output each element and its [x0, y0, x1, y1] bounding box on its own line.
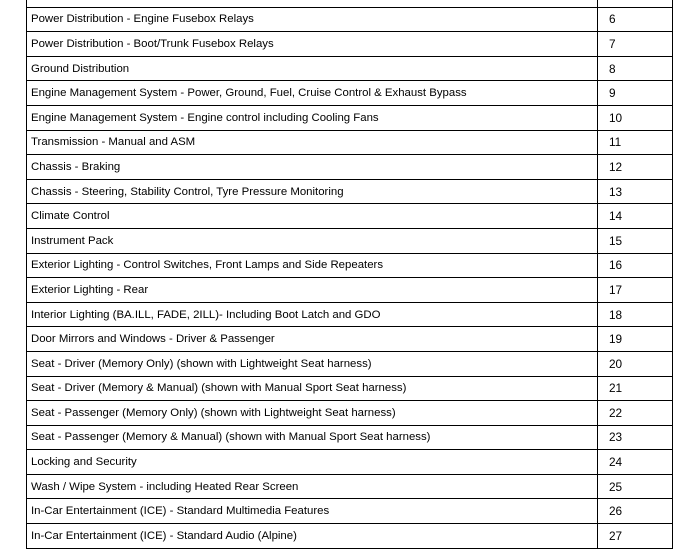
section-title: Seat - Passenger (Memory & Manual) (shown with Manual Sport Seat harness) — [27, 425, 598, 450]
section-title: Engine Management System - Engine control including Cooling Fans — [27, 105, 598, 130]
table-row — [27, 130, 673, 155]
page-number: 22 — [598, 401, 673, 426]
contents-table — [26, 0, 673, 549]
table-row — [27, 204, 673, 229]
section-title: Door Mirrors and Windows - Driver & Passenger — [27, 327, 598, 352]
page-number: 24 — [598, 450, 673, 475]
page-number: 26 — [598, 499, 673, 524]
table-row — [27, 228, 673, 253]
page-number: 12 — [598, 155, 673, 180]
section-title: Climate Control — [27, 204, 598, 229]
section-title: Exterior Lighting - Rear — [27, 278, 598, 303]
section-title: Seat - Passenger (Memory Only) (shown with Lightweight Seat harness) — [27, 401, 598, 426]
table-row — [27, 155, 673, 180]
section-title: Exterior Lighting - Control Switches, Front Lamps and Side Repeaters — [27, 253, 598, 278]
table-row — [27, 474, 673, 499]
section-title: In-Car Entertainment (ICE) - Standard Audio (Alpine) — [27, 524, 598, 549]
table-row — [27, 179, 673, 204]
page-number: 27 — [598, 524, 673, 549]
page-number: 21 — [598, 376, 673, 401]
section-title: Wash / Wipe System - including Heated Rear Screen — [27, 474, 598, 499]
page-number: 13 — [598, 179, 673, 204]
page-number: 6 — [598, 7, 673, 32]
table-row — [27, 0, 673, 7]
table-row — [27, 524, 673, 549]
table-row — [27, 401, 673, 426]
section-title: Ground Distribution — [27, 56, 598, 81]
page-number: 20 — [598, 351, 673, 376]
section-title: Instrument Pack — [27, 228, 598, 253]
table-row — [27, 450, 673, 475]
section-title: Power Distribution - Engine Fusebox Relays — [27, 7, 598, 32]
page-number: 17 — [598, 278, 673, 303]
table-row — [27, 278, 673, 303]
table-row — [27, 7, 673, 32]
section-title: Seat - Driver (Memory & Manual) (shown with Manual Sport Seat harness) — [27, 376, 598, 401]
section-title: Seat - Driver (Memory Only) (shown with Lightweight Seat harness) — [27, 351, 598, 376]
section-title: Interior Lighting (BA.ILL, FADE, 2ILL)- Including Boot Latch and GDO — [27, 302, 598, 327]
page-number: 11 — [598, 130, 673, 155]
section-title — [27, 0, 598, 7]
page-number: 8 — [598, 56, 673, 81]
table-row — [27, 376, 673, 401]
table-row — [27, 253, 673, 278]
page-number: 9 — [598, 81, 673, 106]
table-row — [27, 81, 673, 106]
page-number: 16 — [598, 253, 673, 278]
section-title: Power Distribution - Boot/Trunk Fusebox Relays — [27, 32, 598, 57]
table-row — [27, 32, 673, 57]
page-number: 23 — [598, 425, 673, 450]
page-number: 14 — [598, 204, 673, 229]
table-row — [27, 327, 673, 352]
section-title: In-Car Entertainment (ICE) - Standard Multimedia Features — [27, 499, 598, 524]
table-row — [27, 302, 673, 327]
table-row — [27, 499, 673, 524]
table-row — [27, 105, 673, 130]
section-title: Chassis - Braking — [27, 155, 598, 180]
page-number — [598, 0, 673, 7]
table-row — [27, 56, 673, 81]
page-number: 10 — [598, 105, 673, 130]
page-number: 18 — [598, 302, 673, 327]
section-title: Locking and Security — [27, 450, 598, 475]
page-number: 19 — [598, 327, 673, 352]
table-row — [27, 351, 673, 376]
table-row — [27, 425, 673, 450]
page-number: 15 — [598, 228, 673, 253]
section-title: Transmission - Manual and ASM — [27, 130, 598, 155]
page-number: 7 — [598, 32, 673, 57]
page-number: 25 — [598, 474, 673, 499]
section-title: Engine Management System - Power, Ground, Fuel, Cruise Control & Exhaust Bypass — [27, 81, 598, 106]
section-title: Chassis - Steering, Stability Control, Tyre Pressure Monitoring — [27, 179, 598, 204]
